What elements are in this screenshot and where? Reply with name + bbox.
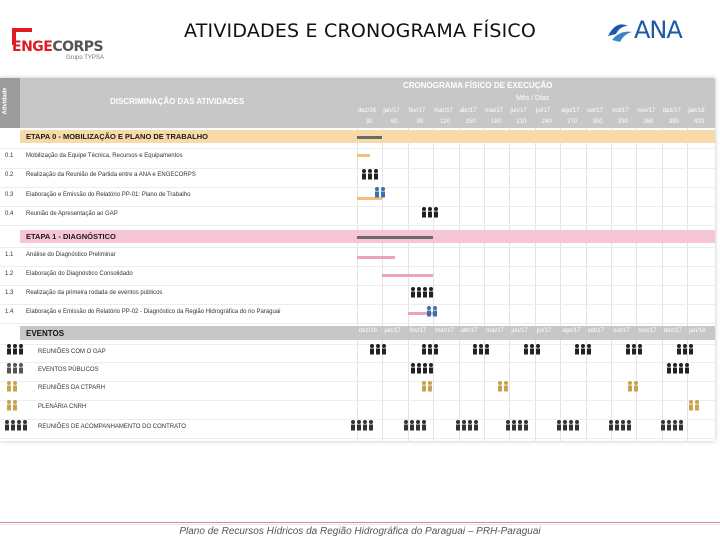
month-header: jan/17 <box>383 108 400 114</box>
activity-label: Realização da primeira rodada de eventos públicos <box>26 290 163 296</box>
gantt-bar <box>357 136 382 139</box>
ctparh-icon <box>627 380 641 392</box>
row-separator <box>0 400 715 401</box>
month-header: set/17 <box>586 108 603 114</box>
event-month-header: abr/17 <box>460 328 478 334</box>
event-month-header: jul/17 <box>536 328 552 334</box>
gantt-bar <box>357 154 370 157</box>
row-separator <box>0 323 715 324</box>
activity-number: 1.1 <box>5 252 14 258</box>
activity-number: 0.1 <box>5 153 14 159</box>
contract-meeting-icon <box>403 419 429 431</box>
contract-meeting-icon <box>350 419 376 431</box>
report-icon <box>426 305 440 317</box>
activity-number: 1.3 <box>5 290 14 296</box>
activity-number: 1.4 <box>5 309 14 315</box>
ctparh-icon <box>497 380 511 392</box>
row-separator <box>0 304 715 305</box>
row-separator <box>0 206 715 207</box>
gap-meeting-icon <box>574 343 594 355</box>
footer-divider <box>0 522 720 523</box>
row-separator <box>0 225 715 226</box>
month-header: fev/17 <box>408 108 426 114</box>
schedule-header: CRONOGRAMA FÍSICO DE EXECUÇÃO <box>403 81 553 90</box>
event-month-header: set/17 <box>587 328 604 334</box>
month-header: mai/17 <box>485 108 504 114</box>
row-separator <box>0 187 715 188</box>
contract-meeting-icon <box>556 419 582 431</box>
event-month-header: jan/18 <box>689 328 706 334</box>
event-label: PLENÁRIA CNRH <box>38 404 87 410</box>
gap-meeting-icon <box>6 343 26 355</box>
ctparh-icon <box>421 380 435 392</box>
gantt-bar <box>357 256 395 259</box>
footer-divider-2 <box>0 524 720 525</box>
month-header: mar/17 <box>434 108 453 114</box>
event-month-header: jun/17 <box>511 328 528 334</box>
activity-label: Elaboração e Emissão do Relatório PP-02 - Diagnóstico da Região Hidrográfica do rio Paraguai <box>26 309 281 315</box>
day-header: 300 <box>592 119 603 125</box>
month-header: nov/17 <box>637 108 656 114</box>
event-month-header: out/17 <box>613 328 630 334</box>
discrimination-header: DISCRIMINAÇÃO DAS ATIVIDADES <box>110 97 245 106</box>
activity-label: Análise do Diagnóstico Preliminar <box>26 252 116 258</box>
activity-number: 0.4 <box>5 211 14 217</box>
month-header: dez/16 <box>358 108 377 114</box>
event-label: REUNIÕES COM O GAP <box>38 349 106 355</box>
row-separator <box>0 362 715 363</box>
event-month-header: nov/17 <box>638 328 657 334</box>
meeting-icon <box>361 168 381 180</box>
activity-label: Mobilização da Equipe Técnica, Recursos e Equipamentos <box>26 153 183 159</box>
stage-1-label: ETAPA 1 - DIAGNÓSTICO <box>26 232 116 241</box>
public-event-icon <box>410 362 436 374</box>
day-header: 330 <box>617 119 628 125</box>
event-label: EVENTOS PÚBLICOS <box>38 367 99 373</box>
gap-meeting-icon <box>676 343 696 355</box>
cnrh-icon <box>6 399 20 411</box>
month-header: ago/17 <box>561 108 580 114</box>
gantt-bar <box>357 236 433 239</box>
activity-label: Elaboração do Diagnóstico Consolidado <box>26 271 133 277</box>
public-event-icon <box>410 286 436 298</box>
activity-label: Elaboração e Emissão do Relatório PP-01: Plano de Trabalho <box>26 192 191 198</box>
activity-number: 1.2 <box>5 271 14 277</box>
event-month-header: mai/17 <box>486 328 505 334</box>
month-header: jan/18 <box>688 108 705 114</box>
month-days-label: Mês / Dias <box>516 95 550 102</box>
day-header: 240 <box>541 119 552 125</box>
events-header: EVENTOS <box>26 329 65 338</box>
gap-meeting-icon <box>523 343 543 355</box>
event-month-header: ago/17 <box>562 328 581 334</box>
day-header: 180 <box>490 119 501 125</box>
event-month-header: dez/17 <box>663 328 682 334</box>
ctparh-icon <box>6 380 20 392</box>
gap-meeting-icon <box>369 343 389 355</box>
report-icon <box>374 186 388 198</box>
month-header: jun/17 <box>510 108 527 114</box>
activity-label: Reunião de Apresentação ao GAP <box>26 211 118 217</box>
day-header: 420 <box>694 119 705 125</box>
event-label: REUNIÕES DA CTPARH <box>38 385 105 391</box>
logo-sub: Grupo TYPSA <box>66 55 104 61</box>
row-separator <box>0 168 715 169</box>
month-header: abr/17 <box>459 108 477 114</box>
event-month-header: fev/17 <box>409 328 427 334</box>
contract-meeting-icon <box>505 419 531 431</box>
engecorps-logo <box>12 28 122 68</box>
gap-meeting-icon <box>472 343 492 355</box>
row-separator <box>0 247 715 248</box>
day-header: 90 <box>416 119 424 125</box>
footer-text: Plano de Recursos Hídricos da Região Hidrográfica do Paraguai – PRH-Paraguai <box>179 526 541 537</box>
day-header: 30 <box>365 119 373 125</box>
contract-meeting-icon <box>455 419 481 431</box>
public-event-icon <box>666 362 692 374</box>
meeting-icon <box>421 206 441 218</box>
gap-meeting-icon <box>625 343 645 355</box>
stage-0-label: ETAPA 0 - MOBILIZAÇÃO E PLANO DE TRABALHO <box>26 132 208 141</box>
activity-label: Realização da Reunião de Partida entre a ANA e ENGECORPS <box>26 172 196 178</box>
logo-brand-a: ENGE <box>12 39 53 55</box>
row-separator <box>0 381 715 382</box>
day-header: 270 <box>567 119 578 125</box>
row-separator <box>0 438 715 439</box>
event-month-header: mar/17 <box>435 328 454 334</box>
ana-logo-text: ANA <box>634 16 682 44</box>
month-header: out/17 <box>612 108 629 114</box>
row-separator <box>0 344 715 345</box>
ana-logo <box>606 14 686 50</box>
row-separator <box>0 285 715 286</box>
contract-meeting-icon <box>4 419 30 431</box>
row-separator <box>0 148 715 149</box>
contract-meeting-icon <box>660 419 686 431</box>
day-header: 390 <box>668 119 679 125</box>
day-header: 60 <box>391 119 398 125</box>
logo-brand-b: CORPS <box>52 39 104 55</box>
page-title: ATIVIDADES E CRONOGRAMA FÍSICO <box>184 20 536 42</box>
day-header: 210 <box>516 119 527 125</box>
day-header: 150 <box>465 119 476 125</box>
cnrh-icon <box>688 399 702 411</box>
day-header: 120 <box>440 119 451 125</box>
event-month-header: jan/17 <box>384 328 401 334</box>
gap-meeting-icon <box>421 343 441 355</box>
gantt-bar <box>382 274 433 277</box>
day-header: 360 <box>643 119 654 125</box>
event-month-header: dez/16 <box>359 328 378 334</box>
side-label: Atividade <box>2 87 9 115</box>
activity-number: 0.3 <box>5 192 14 198</box>
month-header: dez/17 <box>662 108 681 114</box>
row-separator <box>0 266 715 267</box>
month-header: jul/17 <box>535 108 551 114</box>
event-label: REUNIÕES DE ACOMPANHAMENTO DO CONTRATO <box>38 424 186 430</box>
public-event-icon <box>6 362 26 374</box>
contract-meeting-icon <box>608 419 634 431</box>
activity-number: 0.2 <box>5 172 14 178</box>
schedule-table <box>0 78 715 441</box>
